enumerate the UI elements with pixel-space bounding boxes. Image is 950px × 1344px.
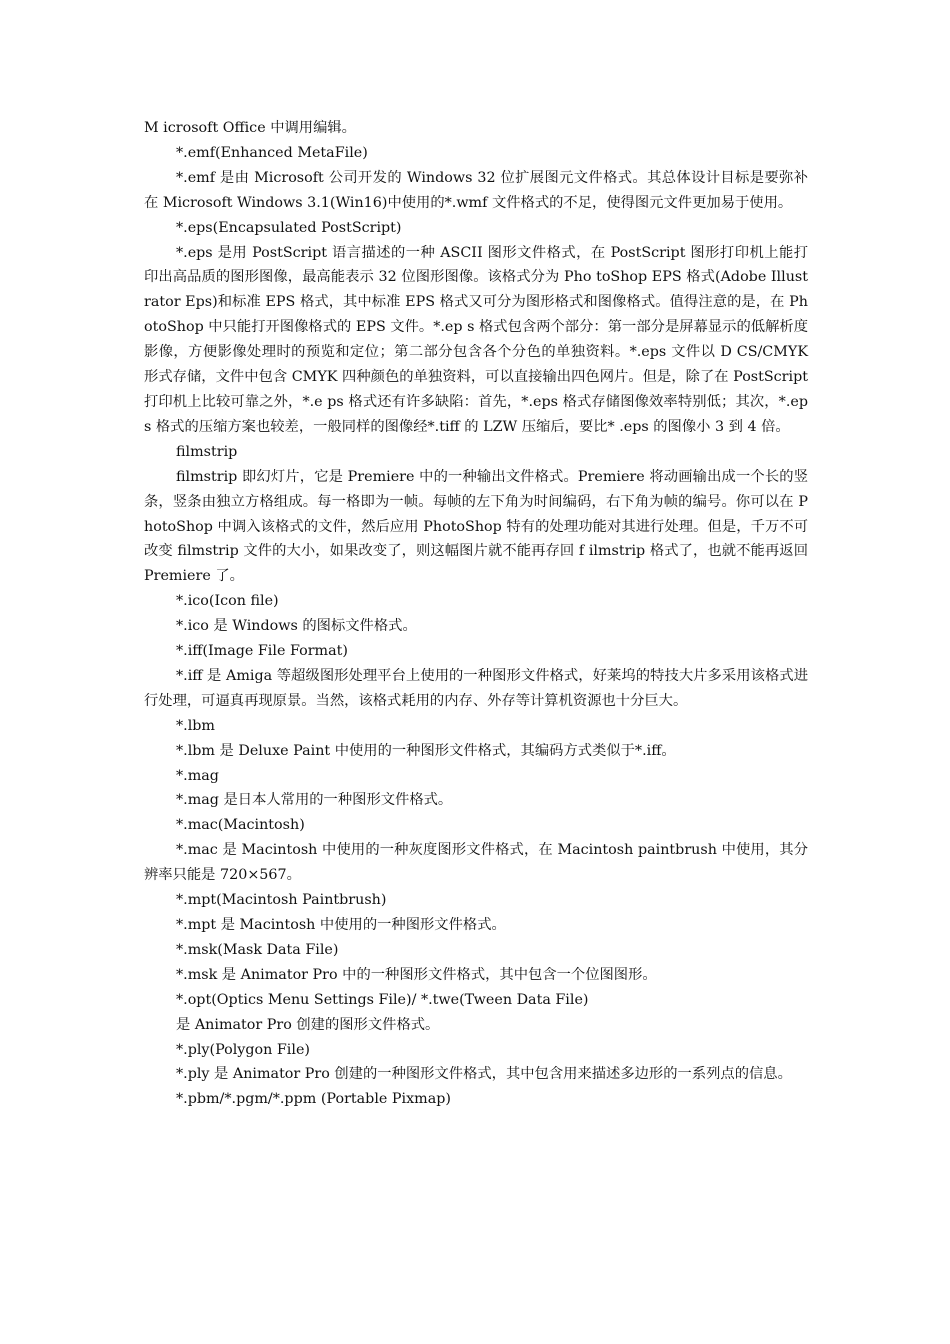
paragraph: *.ico 是 Windows 的图标文件格式。 — [176, 618, 417, 635]
document-body — [144, 116, 808, 1112]
paragraph-heading: *.iff(Image File Format) — [176, 643, 348, 660]
paragraph: *.mag 是日本人常用的一种图形文件格式。 — [176, 792, 453, 809]
paragraph: *.mpt 是 Macintosh 中使用的一种图形文件格式。 — [176, 917, 506, 933]
paragraph: 是 Animator Pro 创建的图形文件格式。 — [176, 1016, 440, 1033]
paragraph-heading: *.mac(Macintosh) — [176, 817, 305, 834]
paragraph: *.iff 是 Amiga 等超级图形处理平台上使用的一种图形文件格式，好莱坞的特技大片多采用该格式进行处理，可逼真再现原景。当然，该格式耗用的内存、外存等计算机资源也十分巨大。 — [144, 667, 808, 709]
paragraph: filmstrip 即幻灯片，它是 Premiere 中的一种输出文件格式。Premiere 将动画输出成一个长的竖条，竖条由独立方格组成。每一格即为一帧。每帧的左下角为时间编码，右下角为帧的编号。你可以在 P hotoShop 中调入该格式的文件，然后应用 PhotoShop 特有的处理功能对其进行处理。但是，千万不可改变 filmstrip 文件的大小，如果改变了，则这幅图片就不能再存回 f ilmstrip 格式了，也就不能再返回 Premiere 了。 — [144, 468, 808, 585]
paragraph-heading: *.opt(Optics Menu Settings File)/ *.twe(Tween Data File) — [176, 991, 589, 1008]
paragraph: *.ply 是 Animator Pro 创建的一种图形文件格式，其中包含用来描述多边形的一系列点的信息。 — [176, 1066, 792, 1083]
paragraph: *.lbm 是 Deluxe Paint 中使用的一种图形文件格式，其编码方式类似于*.iff。 — [176, 742, 676, 759]
paragraph-heading: *.lbm — [176, 717, 215, 734]
paragraph-heading: *.emf(Enhanced MetaFile) — [176, 144, 368, 161]
paragraph: *.msk 是 Animator Pro 中的一种图形文件格式，其中包含一个位图图形。 — [176, 966, 657, 983]
paragraph-heading: *.ply(Polygon File) — [176, 1041, 310, 1058]
paragraph: *.mac 是 Macintosh 中使用的一种灰度图形文件格式，在 Macintosh paintbrush 中使用，其分辨率只能是 720×567。 — [144, 842, 808, 884]
paragraph-heading: *.ico(Icon file) — [176, 593, 279, 610]
paragraph-heading: *.mag — [176, 767, 219, 784]
paragraph-heading: *.mpt(Macintosh Paintbrush) — [176, 892, 387, 909]
paragraph: *.emf 是由 Microsoft 公司开发的 Windows 32 位扩展图元文件格式。其总体设计目标是要弥补在 Microsoft Windows 3.1(Win16)中使用的*.wmf 文件格式的不足，使得图元文件更加易于使用。 — [144, 169, 808, 211]
paragraph-heading: *.msk(Mask Data File) — [176, 941, 339, 958]
paragraph: M icrosoft Office 中调用编辑。 — [144, 120, 356, 136]
paragraph-heading: filmstrip — [176, 443, 238, 460]
paragraph-heading: *.pbm/*.pgm/*.ppm (Portable Pixmap) — [176, 1091, 451, 1108]
paragraph: *.eps 是用 PostScript 语言描述的一种 ASCII 图形文件格式，在 PostScript 图形打印机上能打印出高品质的图形图像，最高能表示 32 位图形图像。该格式分为 Pho toShop EPS 格式(Adobe Illustrator Eps)和标准 EPS 格式，其中标准 EPS 格式又可分为图形格式和图像格式。值得注意的是，在 PhotoShop 中只能打开图像格式的 EPS 文件。*.ep s 格式包含两个部分：第一部分是屏幕显示的低解析度影像，方便影像处理时的预览和定位；第二部分包含各个分色的单独资料。*.eps 文件以 D CS/CMYK 形式存储，文件中包含 CMYK 四种颜色的单独资料，可以直接输出四色网片。但是，除了在 PostScript 打印机上比较可靠之外，*.e ps 格式还有许多缺陷：首先，*.eps 格式存储图像效率特别低；其次，*.eps 格式的压缩方案也较差，一般同样的图像经*.tiff 的 LZW 压缩后，要比* .eps 的图像小 3 到 4 倍。 — [144, 244, 808, 435]
paragraph-heading: *.eps(Encapsulated PostScript) — [176, 219, 402, 236]
